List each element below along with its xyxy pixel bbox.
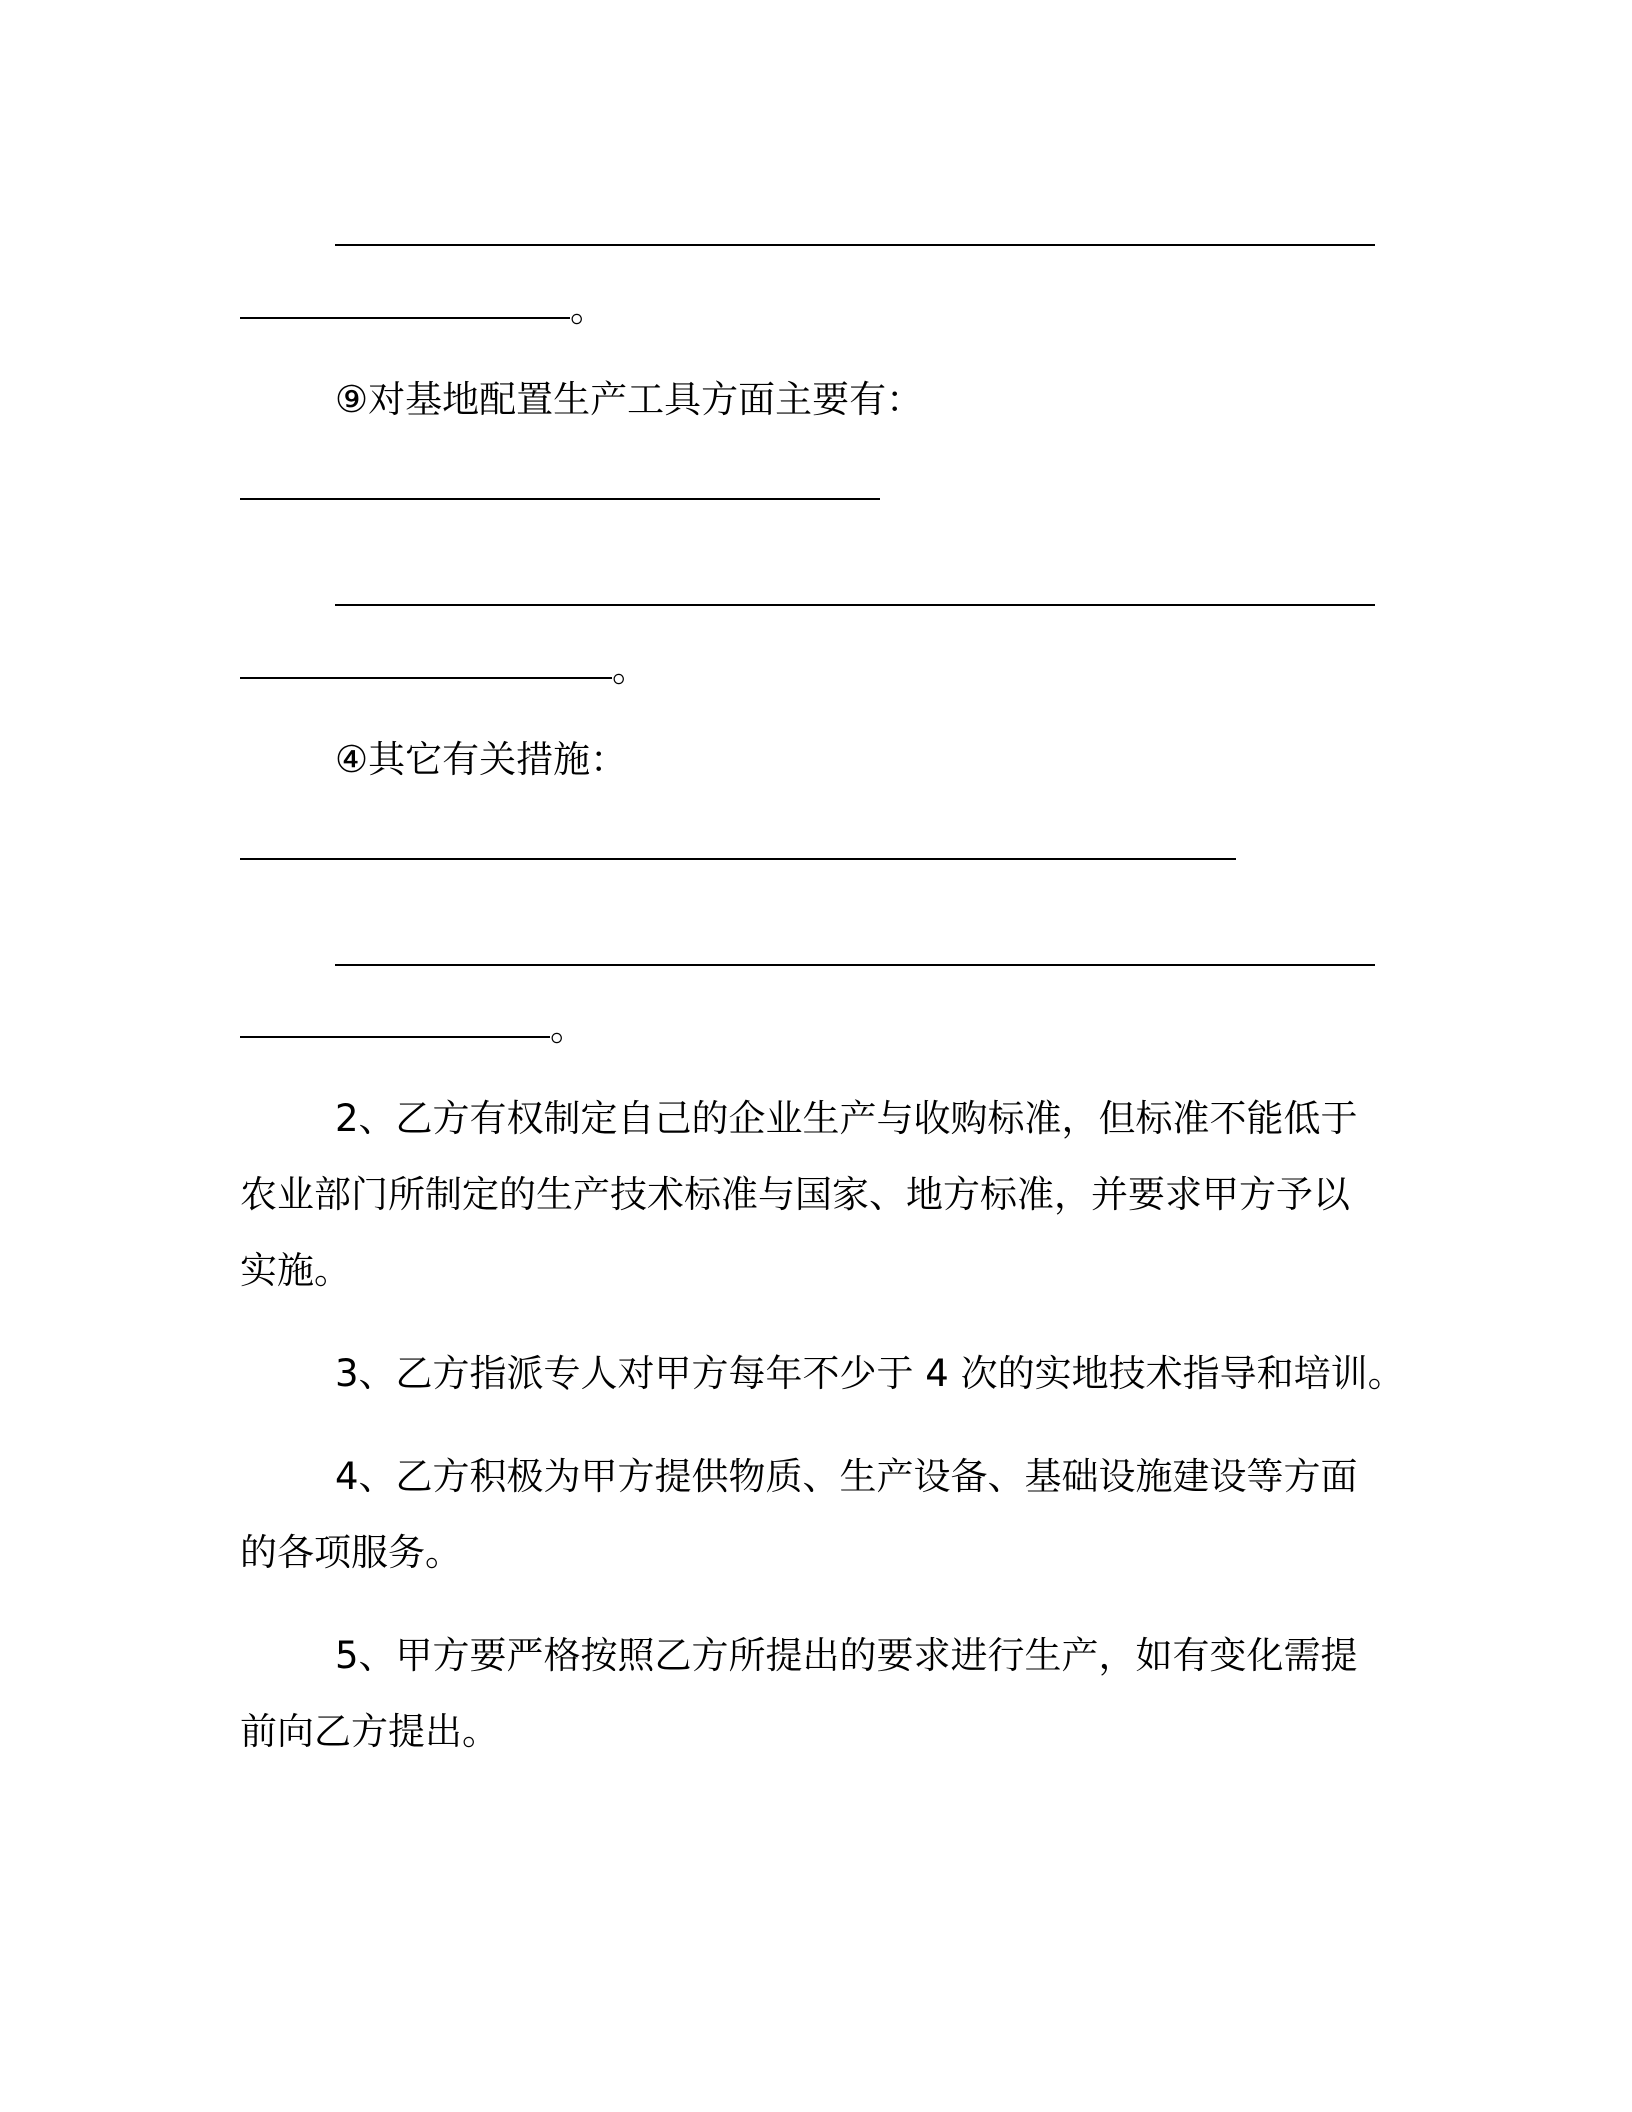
blank-underline[interactable] bbox=[240, 1002, 550, 1054]
clause-4-line-2: 的各项服务。 bbox=[240, 1531, 462, 1574]
fill-blank-line[interactable] bbox=[240, 824, 1236, 876]
blank-underline[interactable] bbox=[240, 464, 880, 516]
fill-blank-line[interactable] bbox=[240, 283, 607, 335]
clause-5-line-1: 5、甲方要严格按照乙方所提出的要求进行生产，如有变化需提 bbox=[335, 1634, 1358, 1677]
item-tools-label: ⑨对基地配置生产工具方面主要有： bbox=[335, 378, 924, 421]
clause-2-line-3: 实施。 bbox=[240, 1249, 351, 1292]
item-other-label: ④其它有关措施： bbox=[335, 738, 628, 781]
blank-underline[interactable] bbox=[335, 930, 1375, 982]
blank-underline[interactable] bbox=[240, 824, 1236, 876]
clause-5-line-2: 前向乙方提出。 bbox=[240, 1710, 499, 1753]
blank-underline[interactable] bbox=[335, 570, 1375, 622]
fill-blank-line[interactable] bbox=[240, 643, 649, 695]
fill-blank-line[interactable] bbox=[335, 210, 1375, 262]
period: 。 bbox=[612, 647, 649, 690]
document-page bbox=[240, 0, 1405, 2112]
clause-3-line-1: 3、乙方指派专人对甲方每年不少于 4 次的实地技术指导和培训。 bbox=[335, 1352, 1405, 1395]
period: 。 bbox=[550, 1006, 587, 1049]
blank-underline[interactable] bbox=[240, 643, 612, 695]
blank-underline[interactable] bbox=[240, 283, 570, 335]
blank-underline[interactable] bbox=[335, 210, 1375, 262]
fill-blank-line[interactable] bbox=[240, 1002, 587, 1054]
fill-blank-line[interactable] bbox=[335, 570, 1375, 622]
period: 。 bbox=[570, 287, 607, 330]
clause-2-line-1: 2、乙方有权制定自己的企业生产与收购标准，但标准不能低于 bbox=[335, 1097, 1358, 1140]
fill-blank-line[interactable] bbox=[335, 930, 1375, 982]
clause-2-line-2: 农业部门所制定的生产技术标准与国家、地方标准，并要求甲方予以 bbox=[240, 1173, 1350, 1216]
clause-4-line-1: 4、乙方积极为甲方提供物质、生产设备、基础设施建设等方面 bbox=[335, 1455, 1358, 1498]
fill-blank-line[interactable] bbox=[240, 464, 880, 516]
